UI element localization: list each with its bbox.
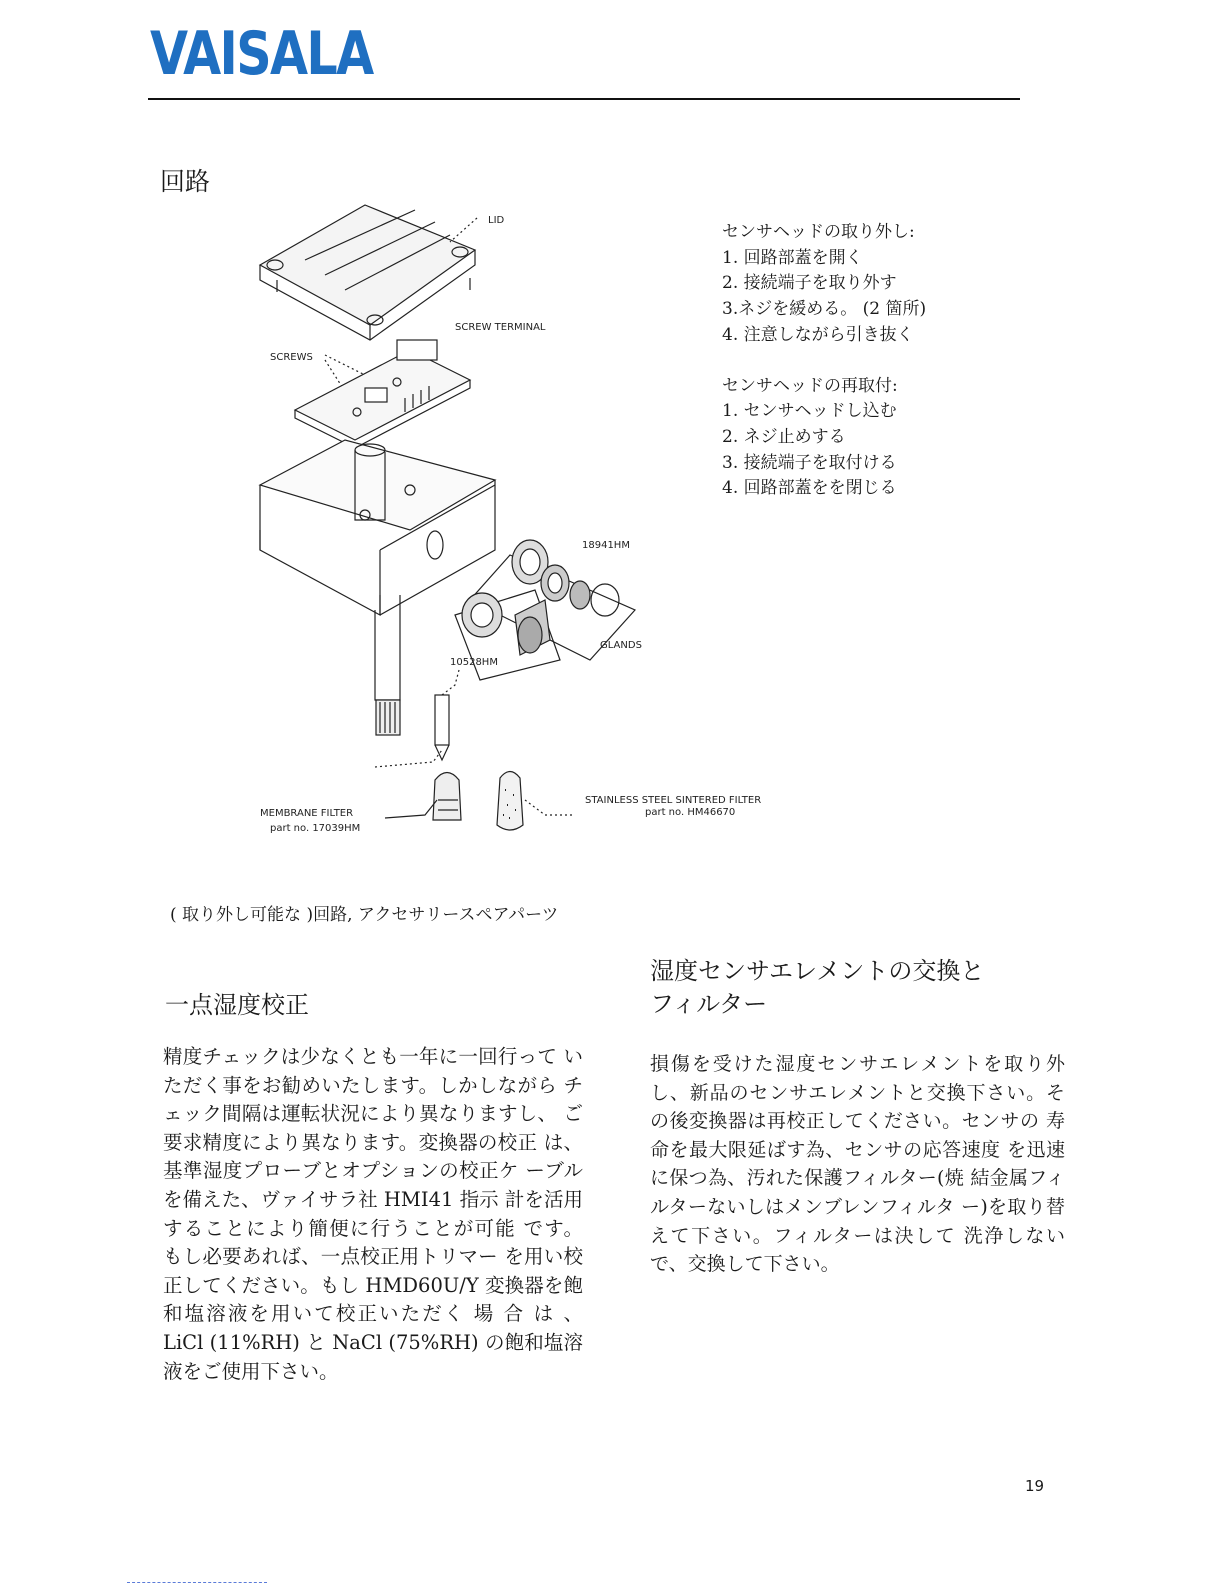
sintered-filter-drawing xyxy=(497,772,523,831)
label-18941hm: 18941HM xyxy=(582,540,630,551)
replacement-heading-line1: 湿度センサエレメントの交換と xyxy=(650,957,985,985)
label-screw-terminal: SCREW TERMINAL xyxy=(455,322,546,333)
replacement-body: 損傷を受けた湿度センサエレメントを取り外 し、新品のセンサエレメントと交換下さい。そ の後変換器は再校正してください。センサの 寿命を最大限延ばす為、センサの応答速度 を迅速に保つ為、汚れた保護フィルター(焼 結金属フィルターないしはメンブレンフィルタ ー)を取り替えて下さい。フィルターは決して 洗浄しないで、交換して下さい。 xyxy=(650,1053,1065,1276)
vaisala-logo: VAISALA xyxy=(150,19,373,89)
label-membrane-filter: MEMBRANE FILTER xyxy=(260,808,354,819)
label-lid: LID xyxy=(488,215,505,226)
header-rule xyxy=(148,98,1020,100)
section-heading-circuit: 回路 xyxy=(160,167,211,196)
calibration-heading: 一点湿度校正 xyxy=(165,991,309,1019)
sensor-element-drawing xyxy=(435,670,459,760)
label-stainless-filter: STAINLESS STEEL SINTERED FILTER xyxy=(585,795,762,806)
sensor-head-instructions xyxy=(722,220,926,502)
circuit-board-drawing xyxy=(295,340,470,448)
membrane-filter-drawing xyxy=(433,773,461,821)
footer-dashed-line xyxy=(127,1582,267,1583)
label-10528hm: 10528HM xyxy=(450,657,498,668)
calibration-body: 精度チェックは少なくとも一年に一回行って いただく事をお勧めいたします。しかしながら チェック間隔は運転状況により異なりますし、 ご要求精度により異なります。変換器の校正 は、基準湿度プローブとオプションの校正ケ ーブルを備えた、ヴァイサラ社 HMI41 指示 計を活用することにより簡便に行うことが可能 です。 もし必要あれば、一点校正用トリマー を用い校正してください。もし HMD60U/Y 変換器を飽和塩溶液を用いて校正いただく 場 合 は 、 LiCl (11%RH) と NaCl (75%RH) の飽和塩溶液をご使用下さい。 xyxy=(163,1045,583,1383)
label-screws: SCREWS xyxy=(270,352,313,363)
reinstall-title: センサヘッドの再取付: xyxy=(722,375,898,396)
label-stainless-part: part no. HM46670 xyxy=(645,807,736,818)
removal-title: センサヘッドの取り外し: xyxy=(722,222,915,242)
label-membrane-part: part no. 17039HM xyxy=(270,823,361,834)
replacement-heading-line2: フィルター xyxy=(650,990,768,1018)
reinstall-step: 2. ネジ止めする xyxy=(722,426,846,447)
probe-drawing xyxy=(375,595,400,735)
figure-caption: ( 取り外し可能な )回路, アクセサリースペアパーツ xyxy=(170,905,559,925)
housing-drawing xyxy=(260,440,495,615)
removal-step: 4. 注意しながら引き抜く xyxy=(722,324,914,345)
lid-drawing xyxy=(260,205,475,340)
removal-step: 1. 回路部蓋を開く xyxy=(722,247,863,268)
reinstall-step: 1. センサヘッドし込む xyxy=(722,401,897,422)
reinstall-step: 4. 回路部蓋をを閉じる xyxy=(722,478,897,499)
removal-step: 3.ネジを緩める。 (2 箇所) xyxy=(722,299,927,320)
replacement-heading xyxy=(650,955,1070,1021)
removal-step: 2. 接続端子を取り外す xyxy=(722,273,897,294)
label-glands: GLANDS xyxy=(600,640,642,651)
page-number: 19 xyxy=(1025,1477,1045,1495)
reinstall-step: 3. 接続端子を取付ける xyxy=(722,452,897,473)
